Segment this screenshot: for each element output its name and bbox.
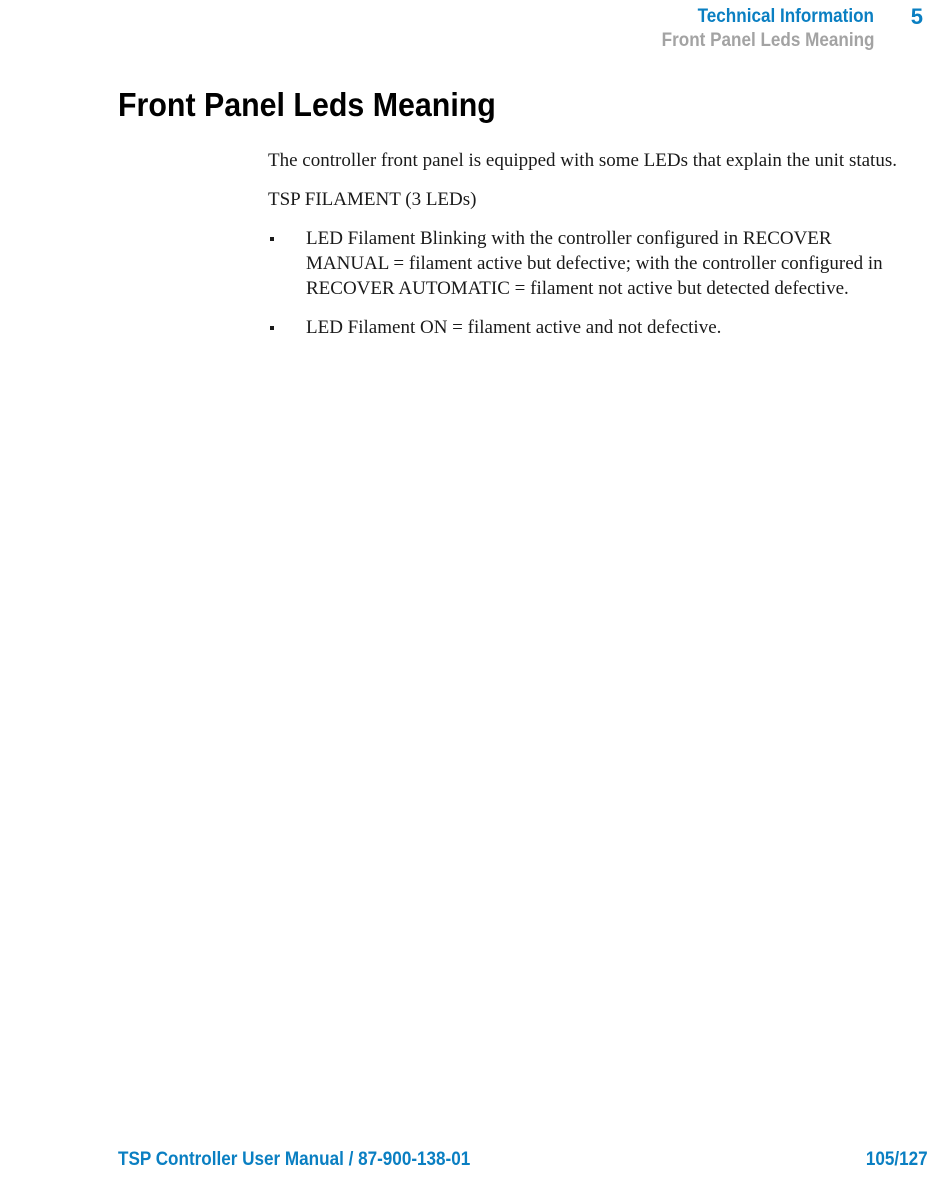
list-item xyxy=(268,315,918,340)
bullet-icon xyxy=(270,326,274,330)
list-item-text: LED Filament Blinking with the controller configured in RECOVER MANUAL = filament active but defective; with the controller configured in RECOVER AUTOMATIC = filament not active but detected defective. xyxy=(306,228,883,299)
header-section-title: Front Panel Leds Meaning xyxy=(661,30,874,51)
header-chapter-title: Technical Information xyxy=(697,6,874,27)
footer-manual-title: TSP Controller User Manual / 87-900-138-01 xyxy=(118,1149,471,1170)
list-item xyxy=(268,226,918,301)
bullet-icon xyxy=(270,237,274,241)
list-item-text: LED Filament ON = filament active and not defective. xyxy=(306,317,722,338)
bullet-list xyxy=(268,226,918,340)
subheading: TSP FILAMENT (3 LEDs) xyxy=(268,189,477,210)
intro-paragraph: The controller front panel is equipped with some LEDs that explain the unit status. xyxy=(268,150,897,171)
body-content xyxy=(268,148,918,354)
footer-page-number: 105/127 xyxy=(866,1149,928,1170)
header-chapter-number: 5 xyxy=(910,4,923,29)
page-title: Front Panel Leds Meaning xyxy=(118,86,496,123)
